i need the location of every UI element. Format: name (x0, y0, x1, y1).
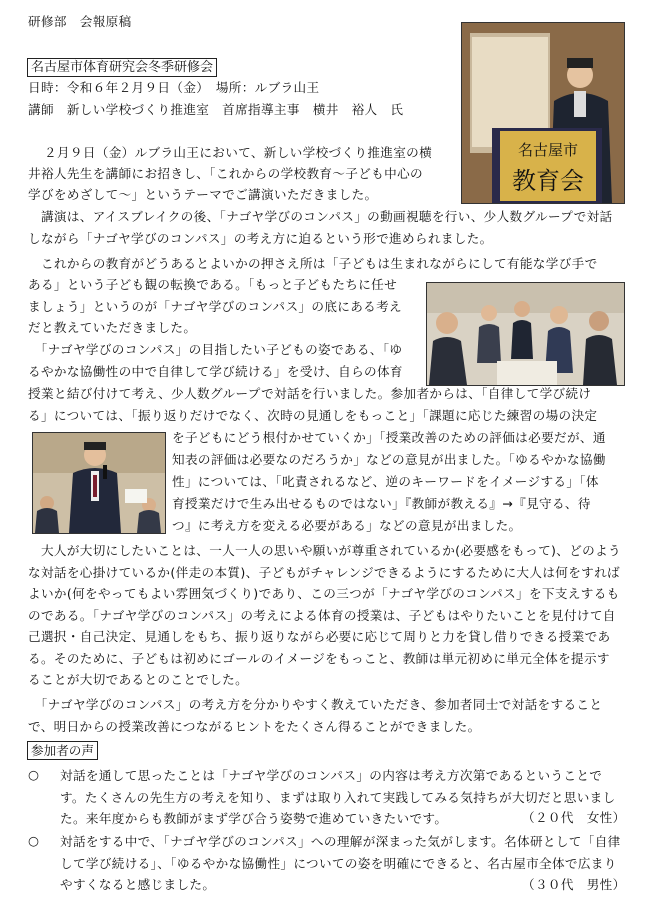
voices-heading: 参加者の声 (27, 741, 98, 760)
banner-org-text: 教育会 (512, 167, 584, 195)
paragraph-education-view-first: これからの教育がどうあるとよいかの押さえ所は「子どもは生まれながらにして有能な学び手で (28, 256, 598, 271)
lecturer-info: 講師 新しい学校づくり推進室 首席指導主事 横井 裕人 氏 (28, 102, 404, 117)
voice-bullet-mark: ○ (28, 833, 40, 848)
voice-author: （３０代 男性） (522, 877, 626, 892)
banner-city-text: 名古屋市 (517, 141, 579, 159)
voice-author: （２０代 女性） (522, 810, 626, 825)
group-discussion-photo (426, 282, 625, 386)
event-title: 名古屋市体育研究会冬季研修会 (27, 58, 217, 77)
voice-text: 対話を通して思ったことは「ナゴヤ学びのコンパス」の内容は考え方次第であるということです。たくさんの先生方の考えを知り、まずは取り入れて実践してみる気持ちが大切だと思いました。来年度からも教師がまず学び合う姿勢で進めていきたいです。 (60, 768, 616, 826)
department-label: 研修部 会報原稿 (28, 14, 132, 29)
speaker-microphone-photo (32, 432, 166, 534)
speaker-podium-photo (461, 22, 625, 204)
voice-text: 対話をする中で、「ナゴヤ学びのコンパス」への理解が深まった気がします。名体研として「自律して学び続ける」、「ゆるやかな協働性」についての姿を明確にできると、名古屋市全体で広まりやすくなると感じました。 (60, 834, 621, 892)
voice-bullet-mark: ○ (28, 767, 40, 782)
date-location: 日時：令和６年２月９日（金） 場所：ルブラ山王 (28, 80, 320, 95)
paragraph-lecture-flow: 講演は、アイスブレイクの後、「ナゴヤ学びのコンパス」の動画視聴を行い、少人数グループで対話しながら「ナゴヤ学びのコンパス」の考え方に迫るという形で進められました。 (28, 209, 613, 246)
paragraph-adult-priorities: 大人が大切にしたいことは、一人一人の思いや願いが尊重されているか(必要感をもって)、どのような対話を心掛けているか(伴走の本質)、子どもがチャレンジできるようにするために大人は何をすればよいか(何をやってもよい雰囲気づくり)であり、この三つが「ナゴヤ学びのコンパス」を下支えするものである。「ナゴヤ学びのコンパス」の考えによる体育の授業は、子どもはやりたいことを見付けて自己選択・自己決定、見通しをもち、振り返りながら必要に応じて周りと力を貸し借りできる授業である。そのために、子どもは初めにゴールのイメージをもっこと、教師は単元初めに単元全体を提示することが大切であるとのことでした。 (28, 543, 621, 687)
paragraph-closing: 「ナゴヤ学びのコンパス」の考え方を分かりやすく教えていただき、参加者同士で対話をすることで、明日からの授業改善につながるヒントをたくさん得ることができました。 (28, 697, 603, 734)
